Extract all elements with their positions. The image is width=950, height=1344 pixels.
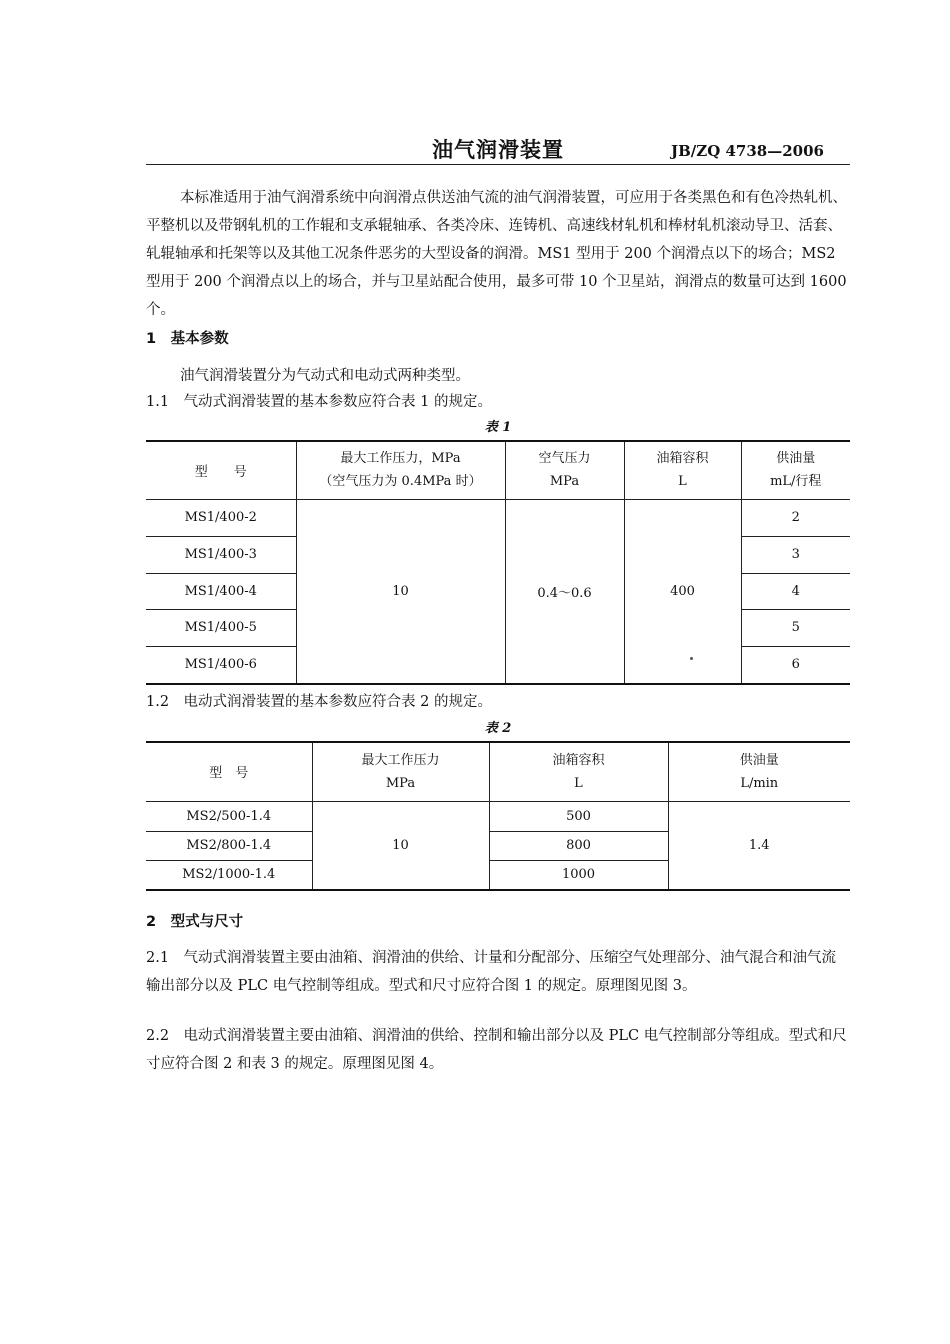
table-1-air-pressure: 0.4～0.6 <box>505 499 624 684</box>
table-1-supply: 4 <box>741 573 850 609</box>
table-1-model: MS1/400-4 <box>146 573 296 609</box>
table-2-max-pressure: 10 <box>312 801 489 890</box>
section-1-2-paragraph: 1.2 电动式润滑装置的基本参数应符合表 2 的规定。 <box>146 694 493 710</box>
table-2-oil-supply: 1.4 <box>668 801 850 890</box>
table-2-header-oil-supply: 供油量 L/min <box>668 742 850 801</box>
table-1-header-pressure: 最大工作压力，MPa （空气压力为 0.4MPa 时） <box>296 441 505 499</box>
table-1-model: MS1/400-5 <box>146 609 296 646</box>
table-1-header-air-pressure: 空气压力 MPa <box>505 441 624 499</box>
intro-paragraph: 本标准适用于油气润滑系统中向润滑点供送油气流的油气润滑装置，可应用于各类黑色和有色冷热轧机、平整机以及带钢轧机的工作辊和支承辊轴承、各类冷床、连铸机、高速线材轧机和棒材轧机滚动导卫、活套、轧辊轴承和托架等以及其他工况条件恶劣的大型设备的润滑。MS1 型用于 200 个润滑点以下的场合；MS2 型用于 200 个润滑点以上的场合，并与卫星站配合使用，最多可带 10 个卫星站，润滑点的数量可达到 1600 个。 <box>146 190 847 318</box>
section-2-2-paragraph: 2.2 电动式润滑装置主要由油箱、润滑油的供给、控制和输出部分以及 PLC 电气控制部分等组成。型式和尺寸应符合图 2 和表 3 的规定。原理图见图 4。 <box>146 1028 847 1072</box>
table-1 <box>146 440 850 685</box>
table-2-model: MS2/500-1.4 <box>146 801 312 831</box>
table-1-header-model: 型 号 <box>146 441 296 499</box>
page-header <box>146 134 850 165</box>
table-2-tank-volume: 500 <box>489 801 668 831</box>
table-2-header-pressure: 最大工作压力 MPa <box>312 742 489 801</box>
table-row <box>146 801 850 831</box>
table-2-caption: 表 2 <box>484 721 512 736</box>
table-2-header-model: 型 号 <box>146 742 312 801</box>
section-1-paragraph: 油气润滑装置分为气动式和电动式两种类型。 <box>180 368 470 384</box>
table-1-supply: 6 <box>741 646 850 684</box>
table-2-model: MS2/800-1.4 <box>146 831 312 860</box>
table-1-supply: 2 <box>741 499 850 536</box>
section-2-heading: 2 型式与尺寸 <box>146 914 244 930</box>
table-row <box>146 499 850 536</box>
section-1-1-paragraph: 1.1 气动式润滑装置的基本参数应符合表 1 的规定。 <box>146 394 493 410</box>
table-2-header-tank-volume: 油箱容积 L <box>489 742 668 801</box>
table-2-model: MS2/1000-1.4 <box>146 860 312 890</box>
standard-number: JB/ZQ 4738—2006 <box>671 142 824 160</box>
document-title: 油气润滑装置 <box>432 138 564 162</box>
table-1-max-pressure: 10 <box>296 499 505 684</box>
table-1-model: MS1/400-6 <box>146 646 296 684</box>
print-speck <box>690 657 693 660</box>
table-1-tank-volume: 400 <box>624 499 741 684</box>
table-2-tank-volume: 1000 <box>489 860 668 890</box>
table-1-header-tank-volume: 油箱容积 L <box>624 441 741 499</box>
table-1-model: MS1/400-2 <box>146 499 296 536</box>
table-2-tank-volume: 800 <box>489 831 668 860</box>
table-1-header-oil-supply: 供油量 mL/行程 <box>741 441 850 499</box>
table-2 <box>146 741 850 891</box>
section-2-1-paragraph: 2.1 气动式润滑装置主要由油箱、润滑油的供给、计量和分配部分、压缩空气处理部分、油气混合和油气流输出部分以及 PLC 电气控制等组成。型式和尺寸应符合图 1 的规定。原理图见图 3。 <box>146 950 837 994</box>
table-1-model: MS1/400-3 <box>146 536 296 573</box>
table-1-supply: 3 <box>741 536 850 573</box>
section-1-heading: 1 基本参数 <box>146 331 229 347</box>
table-1-supply: 5 <box>741 609 850 646</box>
table-1-caption: 表 1 <box>484 420 512 435</box>
